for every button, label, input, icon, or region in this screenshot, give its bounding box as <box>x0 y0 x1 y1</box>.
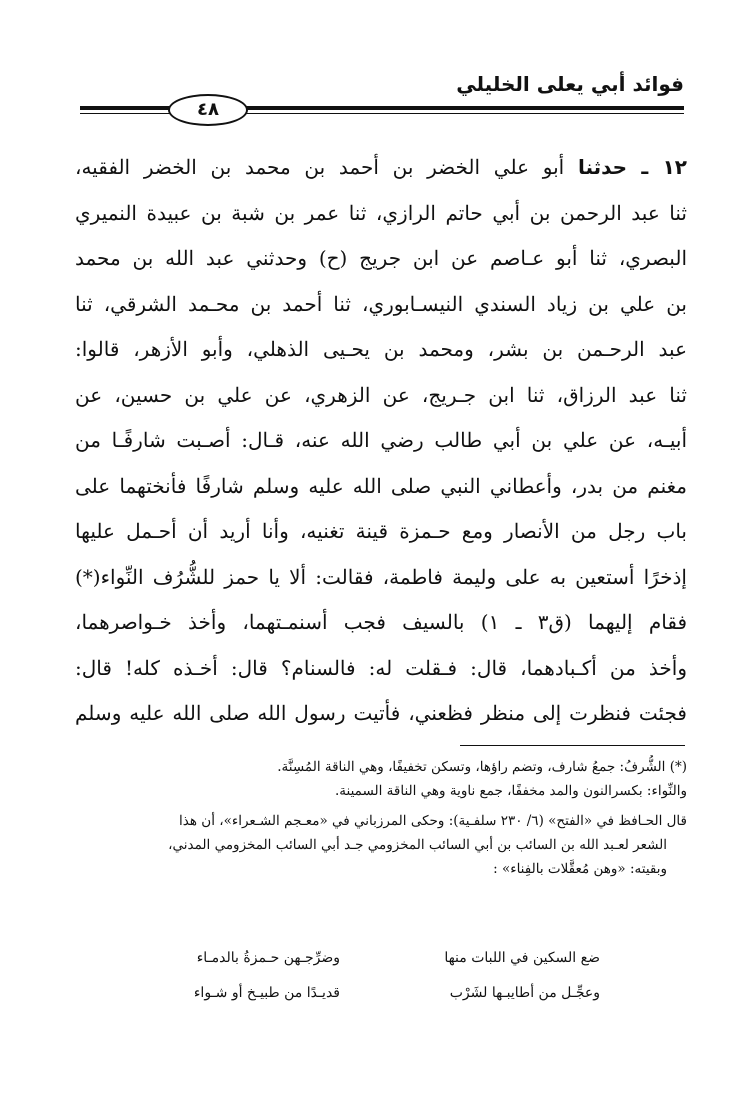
footnote-separator <box>460 745 685 746</box>
footnote-line: الشعر لعـبد الله بن السائب بن أبي السائب المخزومي جـد أبي السائب المخزومي المدني، <box>168 837 667 853</box>
verse-second-hemistich: وضرِّجـهن حـمزةُ بالدمـاء <box>196 950 340 966</box>
text-line: فقام إليهما (ق٣ ـ ١) بالسيف فجب أسنمـتهما، وأخذ خـواصرهما، <box>75 610 687 634</box>
footnote-line: قال الحـافظ في «الفتح» (٦/ ٢٣٠ سلفـية): وحكى المرزباني في «معـجم الشـعراء»، أن هذا <box>179 813 687 829</box>
main-text <box>75 145 687 737</box>
verse-second-hemistich: قديـدًا من طبيـخ أو شـواء <box>193 985 340 1001</box>
text-line: مغنم من بدر، وأعطاني النبي صلى الله عليه وسلم شارفًا فأنختهما على <box>75 473 687 498</box>
footnote-line: (*) الشُّرفُ: جمعُ شارف، وتضم راؤها، وتسكن تخفيفًا، وهي الناقة المُسِنَّة. <box>277 759 687 775</box>
hadith-number: ١٢ ـ حدثنا <box>577 155 687 179</box>
text-line: وأخذ من أكـبادهما، قال: فـقلت له: فالسنام؟ قال: أخـذه كله! قال: <box>75 655 687 680</box>
verse-first-hemistich: وعجِّـل من أطايبـها لشَرْب <box>449 985 600 1001</box>
text-line: البصري، ثنا أبو عـاصم عن ابن جريج (ح) وحدثني عبد الله بن محمد <box>75 246 687 270</box>
text-line: بن علي بن زياد السندي النيسـابوري، ثنا أحمد بن محـمد الشرقي، ثنا <box>75 291 687 316</box>
text-line: عبد الرحـمن بن بشر، ومحمد بن يحـيى الذهلي، وأبو الأزهر، قالوا: <box>75 337 687 361</box>
page-number: ٤٨ <box>168 94 248 126</box>
footnote-line: وبقيته: «وهن مُعقَّلات بالفِناء» : <box>493 861 667 877</box>
text-line-content: أبو علي الخضر بن أحمد بن محمد بن الخضر الفقيه، <box>75 155 565 179</box>
text-line: فجئت فنظرت إلى منظر فظعني، فأتيت رسول الله صلى الله عليه وسلم <box>75 701 687 725</box>
text-line: ثنا عبد الرزاق، ثنا ابن جـريج، عن الزهري، عن علي بن حسين، عن <box>75 382 687 407</box>
verse-line <box>120 943 620 973</box>
text-line <box>75 145 687 191</box>
footnotes <box>75 755 687 881</box>
footnote-line: والنِّواء: بكسرالنون والمد مخففًا، جمع ناوية وهي الناقة السمينة. <box>334 783 687 799</box>
text-line: إذخرًا أستعين به على وليمة فاطمة، فقالت: ألا يا حمز للشُّرُف النِّواء(*) <box>75 564 687 589</box>
verse-line <box>120 978 620 1008</box>
text-line: ثنا عبد الرحمن بن أبي حاتم الرازي، ثنا عمر بن شبة بن عبيدة النميري <box>75 200 687 225</box>
text-line: باب رجل من الأنصار ومع حـمزة قينة تغنيه، وأنا أريد أن أحـمل عليها <box>75 519 687 543</box>
text-line: أبيـه، عن علي بن أبي طالب رضي الله عنه، قـال: أصـبت شارفًـا من <box>75 428 687 452</box>
verse-first-hemistich: ضع السكين في اللبات منها <box>444 950 600 966</box>
running-title: فوائد أبي يعلى الخليلي <box>456 72 684 96</box>
page-header <box>80 72 684 132</box>
